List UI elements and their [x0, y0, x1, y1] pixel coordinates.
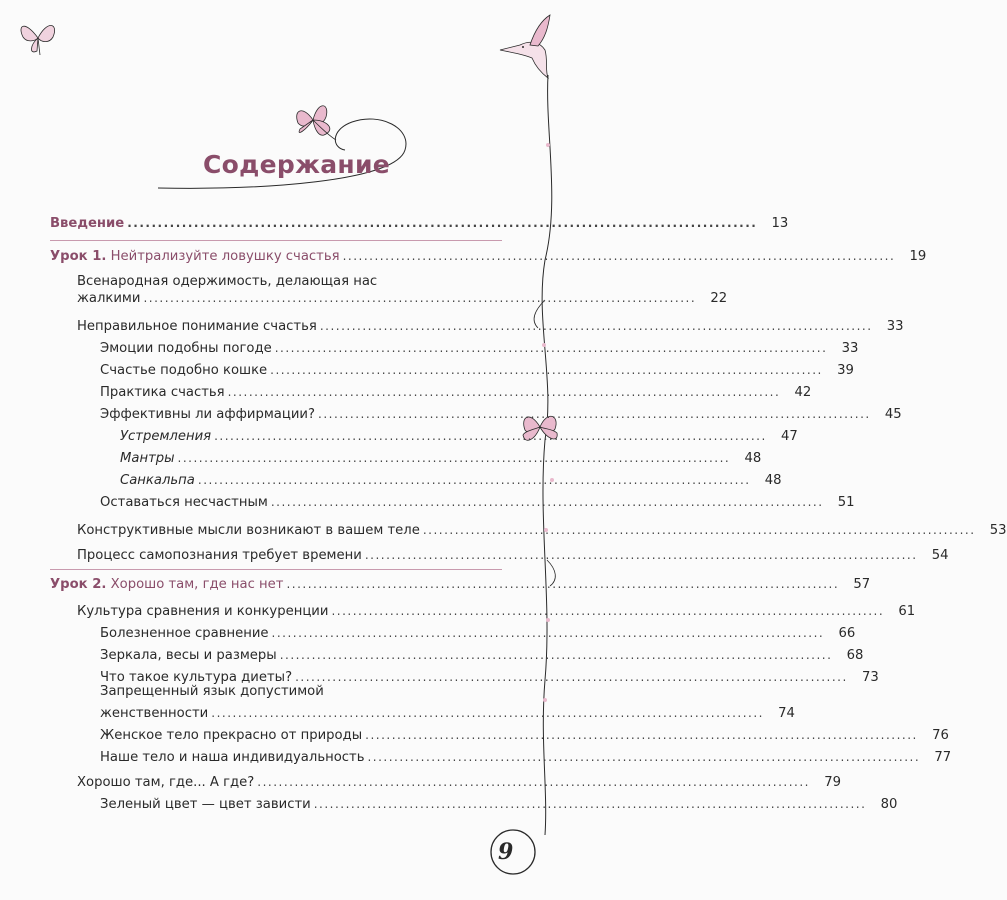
toc-entry[interactable]: Эффективны ли аффирмации? ........................................................................................................ 45 — [100, 407, 902, 422]
toc-lesson-number: Урок 2. — [50, 577, 107, 592]
toc-entry[interactable]: Болезненное сравнение ........................................................................................................ 66 — [100, 626, 856, 641]
toc-entry[interactable]: Практика счастья ........................................................................................................ 42 — [100, 385, 812, 400]
toc-entry-page: 57 — [853, 577, 871, 592]
toc-entry-intro[interactable]: Введение ........................................................................................................ 13 — [50, 216, 789, 231]
toc-entry-page: 13 — [771, 216, 789, 231]
toc-entry-label: Введение — [50, 216, 125, 231]
toc-entry-label: Хорошо там, где нас нет — [106, 577, 284, 592]
toc-lesson-number: Урок 1. — [50, 249, 107, 264]
toc-entry[interactable]: Зеркала, весы и размеры ........................................................................................................ 68 — [100, 648, 864, 663]
toc-entry[interactable]: Процесс самопознания требует времени ........................................................................................................ 54 — [77, 548, 949, 563]
butterfly-icon — [15, 15, 65, 60]
toc-entry[interactable]: Эмоции подобны погоде ........................................................................................................ 33 — [100, 341, 859, 356]
toc-entry-label-line: Запрещенный язык допустимой — [100, 684, 324, 699]
toc-entry-lesson-2[interactable]: Урок 2. Хорошо там, где нас нет ........................................................................................................ 57 — [50, 577, 871, 592]
toc-entry[interactable]: Хорошо там, где... А где? ........................................................................................................ 79 — [77, 775, 841, 790]
toc-entry[interactable]: Зеленый цвет — цвет зависти ........................................................................................................ 80 — [100, 797, 898, 812]
page-number: 9 — [498, 839, 514, 865]
toc-entry[interactable]: Мантры ........................................................................................................ 48 — [120, 451, 762, 466]
toc-entry[interactable]: Неправильное понимание счастья ........................................................................................................ 33 — [77, 319, 904, 334]
toc-entry[interactable]: Конструктивные мысли возникают в вашем теле ........................................................................................................ 53 — [77, 523, 1007, 538]
toc-entry-page: 19 — [909, 249, 927, 264]
toc-entry[interactable]: женственности ........................................................................................................ 74 — [100, 706, 795, 721]
toc-entry[interactable]: Счастье подобно кошке ........................................................................................................ 39 — [100, 363, 854, 378]
toc-entry[interactable]: жалкими ........................................................................................................ 22 — [77, 291, 728, 306]
toc-entry[interactable]: Женское тело прекрасно от природы ........................................................................................................ 76 — [100, 728, 949, 743]
toc-entry-lesson-1[interactable]: Урок 1. Нейтрализуйте ловушку счастья ........................................................................................................ 19 — [50, 249, 927, 264]
toc-entry-label: Нейтрализуйте ловушку счастья — [106, 249, 340, 264]
toc-entry[interactable]: Оставаться несчастным ........................................................................................................ 51 — [100, 495, 855, 510]
toc-entry[interactable]: Наше тело и наша индивидуальность ........................................................................................................ 77 — [100, 750, 952, 765]
toc-entry[interactable]: Культура сравнения и конкуренции ........................................................................................................ 61 — [77, 604, 916, 619]
toc-entry[interactable]: Устремления ........................................................................................................ 47 — [120, 429, 798, 444]
hummingbird-icon — [490, 10, 570, 90]
toc-entry-label-line: Всенародная одержимость, делающая нас — [77, 274, 378, 289]
toc-entry[interactable]: Что такое культура диеты? ........................................................................................................ 73 — [100, 670, 879, 685]
section-divider — [50, 240, 502, 241]
flower-icon — [288, 95, 348, 145]
toc-entry[interactable]: Санкальпа ........................................................................................................ 48 — [120, 473, 782, 488]
section-divider — [50, 569, 502, 570]
page-title: Содержание — [203, 150, 391, 179]
